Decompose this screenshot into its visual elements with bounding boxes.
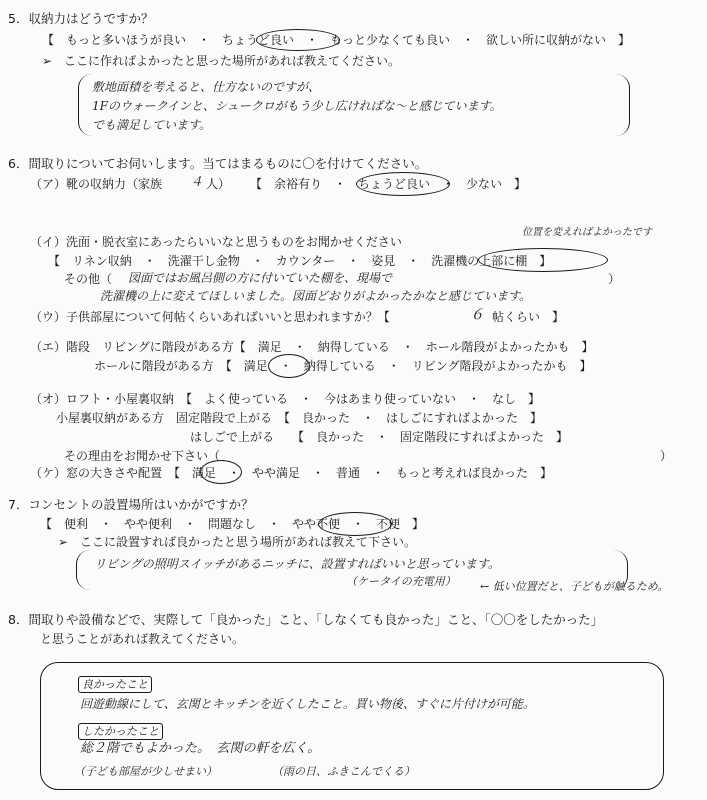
q6e-sub: ホールに階段がある方 【 満足 ・ 納得している ・ リビング階段がよかったかも 】 [94,359,592,373]
q8-bad-answer: 総２階でもよかった。 玄関の軒を広く。 [80,741,321,756]
q6i-other-label: その他（ [64,272,113,286]
q7-answer-3: ← 低い位置だと、子どもが触るため。 [480,580,669,593]
q7-answer-1: リビングの照明スイッチがあるニッチに、設置すればいいと思っています。 [94,557,500,571]
q6a-options: 【 余裕有り ・ ちょうど良い ・ 少ない 】 [250,177,527,191]
q6i-options: 【 リネン収納 ・ 洗濯干し金物 ・ カウンター ・ 姿見 ・ 洗濯機の上部に棚 】 [48,254,552,268]
q5-options: 【 もっと多いほうが良い ・ ちょうど良い ・ もっと少なくても良い ・ 欲しい所に収納がない 】 [42,33,631,47]
q5-title: 5．収納力はどうですか？ [8,11,154,26]
q5-selected-circle [256,29,340,51]
q6u-value: ６ [470,307,484,323]
q7-selected-circle [318,512,392,536]
q6o-sub2: はしごで上がる 【 良かった ・ 固定階段にすればよかった 】 [190,430,569,444]
q6ke-title: （ケ）窓の大きさや配置 【 満足 ・ やや満足 ・ 普通 ・ もっと考えれば良かった 】 [30,466,553,480]
q6o-title: （オ）ロフト・小屋裏収納 【 よく使っている ・ 今はあまり使っていない ・ なし 】 [30,392,541,406]
q5-prompt: ➢ ここに作ればよかったと思った場所があれば教えてください。 [42,54,401,68]
q6u-unit: 帖くらい 】 [492,310,565,324]
q6-title: 6．間取りについてお伺いします。当てはまるものに〇を付けてください。 [8,156,428,171]
q6e-selected-circle [268,354,310,378]
q6ke-selected-circle [200,460,242,484]
q8-bad-label: したかったこと [78,723,163,740]
q5-answer-line-2: 1Fのウォークインと、シュークロがもう少し広ければな～と感じています。 [92,99,502,113]
q6i-other-answer-1: 図面ではお風呂側の方に付いていた棚を、現場で [128,271,393,285]
q6u-title: （ウ）子供部屋について何帖くらいあればいいと思われますか？【 [30,310,390,324]
q8-bad-note-2: （雨の日、ふきこんでくる） [272,765,415,778]
q8-good-label: 良かったこと [78,676,152,693]
q6o-sub1: 小屋裏収納がある方 固定階段で上がる 【 良かった ・ はしごにすればよかった 】 [56,411,543,425]
q6a-label-tail: 人） [206,177,231,191]
q6i-note: 位置を変えればよかったです [522,227,652,238]
q7-options: 【 便利 ・ やや便利 ・ 問題なし ・ やや不便 ・ 不便 】 [40,517,425,531]
q6i-title: （イ）洗面・脱衣室にあったらいいなと思うものをお聞かせください [30,235,402,249]
q6a-family-count: ４ [190,175,204,190]
q6i-other-answer-2: 洗濯機の上に変えてほしいました。図面どおりがよかったかなと感じています。 [100,289,532,303]
q5-answer-line-3: でも満足しています。 [92,118,212,132]
q7-answer-2: （ケータイの充電用） [346,575,456,588]
q8-good-answer: 回遊動線にして、玄関とキッチンを近くしたこと。買い物後、すぐに片付けが可能。 [80,697,535,711]
q8-title-2: と思うことがあれば教えてください。 [40,632,245,646]
q6a-selected-circle [356,172,450,196]
q6e-title: （エ）階段 リビングに階段がある方【 満足 ・ 納得している ・ ホール階段がよかったかも 】 [30,340,594,354]
q7-title: 7．コンセントの設置場所はいかがですか？ [8,497,254,512]
q8-title: 8．間取りや設備などで、実際して「良かった」こと、「しなくても良かった」こと、「〇〇をしたかった」 [8,612,604,627]
q6i-selected-circle [478,248,608,272]
q6o-reason: その理由をお聞かせ下さい（ [64,449,221,463]
q6i-other-close: ） [608,272,621,286]
q7-prompt: ➢ ここに設置すれば良かったと思う場所があれば教えて下さい。 [58,535,417,549]
q6a-label: （ア）靴の収納力（家族 [30,177,163,191]
q6o-reason-close: ） [660,449,673,463]
q8-bad-note-1: （子ども部屋が少しせまい） [74,765,217,778]
q5-answer-line-1: 敷地面積を考えると、仕方ないのですが、 [92,80,321,94]
